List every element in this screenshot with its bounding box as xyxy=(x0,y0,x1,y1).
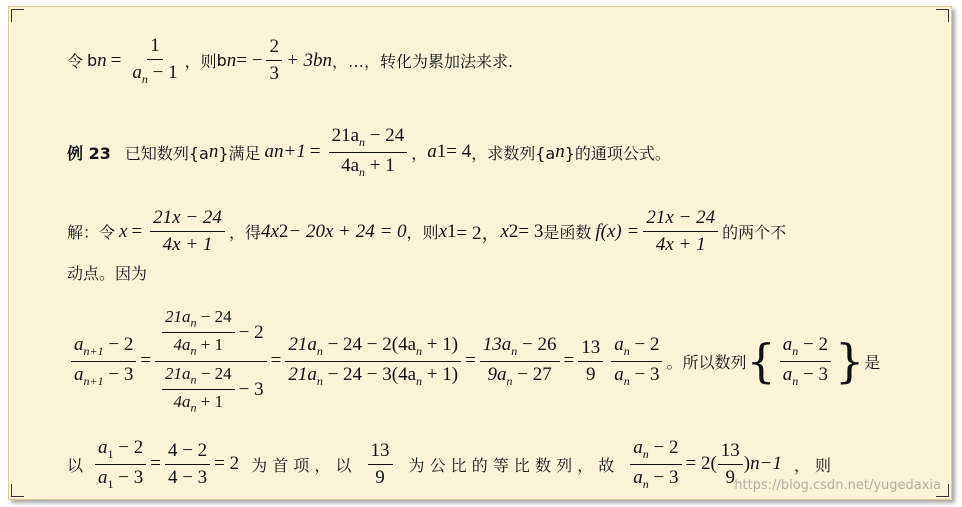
corner-mark xyxy=(936,9,949,22)
fraction: $\frac{2}{3}$ xyxy=(266,36,282,85)
line-substitution: 令 b n = $\frac{1}{a_n - 1}$ ，则 b n = − $\frac{2}{3}$ + 3b n ，…，转化为累加法来求. xyxy=(67,35,514,86)
compound-fraction: $\frac{21a_n - 24}{4a_n + 1}$ − 2 $\frac{21a_n - 24}{4a_n + 1}$ − 3 xyxy=(155,307,267,416)
corner-mark xyxy=(11,9,24,22)
fraction: $\frac{a_n - 2}{a_n - 3}$ xyxy=(611,334,662,389)
fraction: $\frac{a_n - 2}{a_n - 3}$ xyxy=(630,437,681,492)
fraction: $\frac{21x - 24}{4x + 1}$ xyxy=(150,207,225,256)
fraction: $\frac{21x - 24}{4x + 1}$ xyxy=(643,207,718,256)
fraction: $\frac{21a_n - 24 - 2(4a_n + 1)}{21a_n - 24 - 3(4a_n + 1)}$ xyxy=(285,334,461,389)
fraction: $\frac{a_{n+1} - 2}{a_{n+1} - 3}$ xyxy=(71,334,136,389)
watermark-url: https://blog.csdn.net/yugedaxia xyxy=(734,478,941,493)
corner-mark xyxy=(11,484,24,497)
fraction: $\frac{13a_n - 26}{9a_n - 27}$ xyxy=(480,334,560,389)
fraction: $\frac{13}{9}$ xyxy=(718,440,743,489)
line-solution: 解：令 x = $\frac{21x - 24}{4x + 1}$ ，得 4x 2 − 20x + 24 = 0 ，则 x 1 = 2， x 2 = 3 是函数 f(x) = $\frac{21x - 24}{4x + 1}$ 的两个不 xyxy=(67,207,787,255)
line-big-equation: $\frac{a_{n+1} - 2}{a_{n+1} - 3}$ = $\frac{21a_n - 24}{4a_n + 1}$ − 2 $\frac{21a_n - 24}{4a_n + 1}$ − 3 = $\frac{21a_n - 24 - 2(4a_n + 1)}{21a_n - 24 - 3(4a_n + 1)}$ = $\frac{13a_n - 26}{9a_n - 27}$ = $\frac{13}{9}$ $\frac{a_n - 2}{a_n - 3}$ 。所以数列 { $\frac{a_n - 2}{a_n - 3}$ } 是 xyxy=(67,307,880,416)
fraction: $\frac{1}{a_n - 1}$ xyxy=(132,35,178,86)
line-solution-cont: 动点。因为 xyxy=(67,264,148,283)
fraction: $\frac{a_n - 2}{a_n - 3}$ xyxy=(780,334,831,389)
line-geometric: 以 $\frac{a_1 - 2}{a_1 - 3}$ = $\frac{4 - 2}{4 - 3}$ = 2 为 首 项 ， 以 $\frac{13}{9}$ 为 公 比 的 等 比 数 列 ， 故 $\frac{a_n - 2}{a_n - 3}$ = 2( $\frac{13}{9}$ ) n−1 ， 则 xyxy=(67,437,832,491)
fraction: $\frac{13}{9}$ xyxy=(578,337,603,386)
example-label: 例 23 xyxy=(67,143,111,163)
fraction: $\frac{a_1 - 2}{a_1 - 3}$ xyxy=(95,437,146,492)
line-example-23: 例 23 已知数列{a n }满足 a n+1 = $\frac{21a_n - 24}{4a_n + 1}$ ， a 1 = 4 ，求数列{a n }的通项公式。 xyxy=(67,125,671,179)
fraction: $\frac{21a_n - 24}{4a_n + 1}$ xyxy=(329,125,408,180)
document-page xyxy=(8,6,952,500)
fraction: $\frac{4 - 2}{4 - 3}$ xyxy=(165,440,210,489)
fraction: $\frac{13}{9}$ xyxy=(368,440,393,489)
